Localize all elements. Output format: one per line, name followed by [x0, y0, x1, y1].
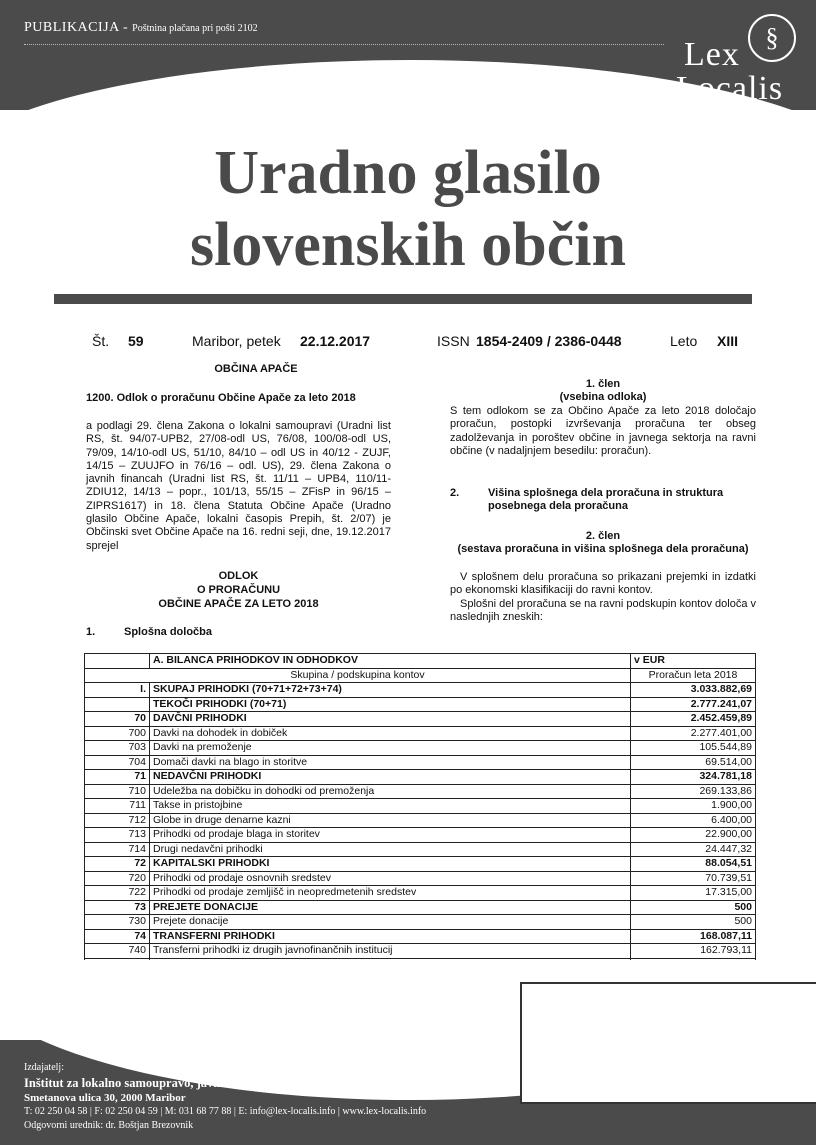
account-name-cell: TRANSFERNI PRIHODKI [150, 929, 631, 944]
account-code-cell: 70 [85, 712, 150, 727]
amount-cell: 3.033.882,69 [631, 683, 756, 698]
table-row [85, 741, 756, 756]
account-code-cell [85, 697, 150, 712]
decree-title-3: OBČINE APAČE ZA LETO 2018 [158, 598, 319, 610]
table-row [85, 857, 756, 872]
year-value: XIII [717, 333, 739, 349]
issn-label: ISSN [437, 333, 470, 349]
decree-title-2: O PRORAČUNU [196, 584, 281, 596]
table-row [85, 842, 756, 857]
amount-cell: 500 [631, 915, 756, 930]
publisher-address: Smetanova ulica 30, 2000 Maribor [24, 1092, 186, 1104]
budget-balance-table [84, 653, 756, 973]
account-name-cell: NEDAVČNI PRIHODKI [150, 770, 631, 785]
table-subheader-row [85, 668, 756, 683]
article2-subtitle: (sestava proračuna in višina splošnega dela proračuna) [457, 543, 749, 555]
account-code-cell: 720 [85, 871, 150, 886]
account-name-cell: SKUPAJ PRIHODKI (70+71+72+73+74) [150, 683, 631, 698]
table-subheader-group: Skupina / podskupina kontov [85, 668, 631, 683]
account-name-cell: Prihodki od prodaje osnovnih sredstev [150, 871, 631, 886]
title-line-1: Uradno glasilo [214, 139, 602, 207]
account-code-cell: 712 [85, 813, 150, 828]
table-row [85, 755, 756, 770]
publisher-label: Izdajatelj: [24, 1062, 64, 1073]
table-row [85, 784, 756, 799]
table-row [85, 929, 756, 944]
table-row [85, 871, 756, 886]
account-name-cell: PREJETE DONACIJE [150, 900, 631, 915]
amount-cell: 2.777.241,07 [631, 697, 756, 712]
table-header-empty [85, 654, 150, 669]
amount-cell: 69.514,00 [631, 755, 756, 770]
section1-title: Splošna določba [124, 626, 213, 638]
article1-text: S tem odlokom se za Občino Apače za leto 2018 določajo proračun, postopki izvrševanja proračuna ter obseg zadolževanja in poroštev občine in javnega sektorja na ravni občine (v nadaljnjem besedilu: proračun). [450, 405, 756, 457]
table-header-row [85, 654, 756, 669]
publisher-name: Inštitut za lokalno samoupravo, javne službe in javno-zasebno partnerstvo Maribor [24, 1076, 470, 1090]
table-header-unit: v EUR [631, 654, 756, 669]
account-name-cell: Globe in druge denarne kazni [150, 813, 631, 828]
account-name-cell: Prihodki od prodaje zemljišč in neopredmetenih sredstev [150, 886, 631, 901]
account-code-cell: 740 [85, 944, 150, 959]
amount-cell: 6.400,00 [631, 813, 756, 828]
account-code-cell: 74 [85, 929, 150, 944]
amount-cell: 2.277.401,00 [631, 726, 756, 741]
issue-place-date-label: Maribor, petek [192, 333, 281, 349]
account-code-cell: 710 [85, 784, 150, 799]
title-line-2: slovenskih občin [190, 211, 626, 279]
table-row [85, 900, 756, 915]
amount-cell: 500 [631, 900, 756, 915]
amount-cell: 17.315,00 [631, 886, 756, 901]
account-name-cell: Prejete donacije [150, 915, 631, 930]
table-row [85, 726, 756, 741]
issue-number: 59 [128, 333, 144, 349]
table-row [85, 697, 756, 712]
responsible-editor: Odgovorni urednik: dr. Boštjan Brezovnik [24, 1120, 194, 1131]
account-name-cell: TEKOČI PRIHODKI (70+71) [150, 697, 631, 712]
article2-text-2: Splošni del proračuna se na ravni podskupin kontov določa v naslednjih zneskih: [450, 598, 756, 624]
account-code-cell: 71 [85, 770, 150, 785]
logo-word-localis: Localis [676, 70, 784, 107]
account-code-cell: I. [85, 683, 150, 698]
postage-note: Poštnina plačana pri pošti 2102 [132, 23, 258, 34]
table-row [85, 886, 756, 901]
amount-cell: 70.739,51 [631, 871, 756, 886]
account-name-cell: Davki na premoženje [150, 741, 631, 756]
amount-cell: 1.900,00 [631, 799, 756, 814]
publisher-contacts: T: 02 250 04 58 | F: 02 250 04 59 | M: 031 68 77 88 | E: info@lex-localis.info | www.lex-localis.info [24, 1106, 427, 1117]
table-subheader-budget: Proračun leta 2018 [631, 668, 756, 683]
account-code-cell: 713 [85, 828, 150, 843]
table-row [85, 828, 756, 843]
publication-line: PUBLIKACIJA - Poštnina plačana pri pošti 2102 [24, 20, 258, 35]
act-heading: 1200. Odlok o proračunu Občine Apače za leto 2018 [86, 392, 356, 404]
account-code-cell: 72 [85, 857, 150, 872]
logo-word-lex: Lex [684, 36, 740, 73]
account-name-cell: Transferni prihodki iz drugih javnofinančnih institucij [150, 944, 631, 959]
postage-stamp-box [520, 982, 816, 1104]
account-code-cell: 711 [85, 799, 150, 814]
account-code-cell: 73 [85, 900, 150, 915]
section2-title: Višina splošnega dela proračuna in struktura posebnega dela proračuna [488, 487, 724, 513]
amount-cell: 162.793,11 [631, 944, 756, 959]
decree-title-1: ODLOK [218, 570, 259, 582]
account-code-cell: 703 [85, 741, 150, 756]
table-row [85, 770, 756, 785]
table-row [85, 683, 756, 698]
year-label: Leto [670, 333, 698, 349]
account-name-cell: Drugi nedavčni prihodki [150, 842, 631, 857]
article2-title: 2. člen [585, 530, 621, 542]
account-name-cell: Domači davki na blago in storitve [150, 755, 631, 770]
account-code-cell: 722 [85, 886, 150, 901]
account-code-cell: 700 [85, 726, 150, 741]
account-name-cell: KAPITALSKI PRIHODKI [150, 857, 631, 872]
table-row [85, 799, 756, 814]
municipality-heading: OBČINA APAČE [214, 363, 298, 375]
amount-cell: 269.133,86 [631, 784, 756, 799]
issue-number-label: Št. [92, 333, 110, 349]
section1-number: 1. [86, 626, 96, 638]
amount-cell: 2.452.459,89 [631, 712, 756, 727]
publication-label: PUBLIKACIJA [24, 20, 119, 35]
article1-title: 1. člen [585, 378, 621, 390]
amount-cell: 105.544,89 [631, 741, 756, 756]
paragraph-icon: § [748, 14, 796, 62]
article2-text-1: V splošnem delu proračuna so prikazani prejemki in izdatki po ekonomski klasifikaciji do ravni kontov. [450, 571, 756, 597]
account-code-cell: 714 [85, 842, 150, 857]
amount-cell: 168.087,11 [631, 929, 756, 944]
table-row [85, 944, 756, 959]
preamble-text: a podlagi 29. člena Zakona o lokalni samoupravi (Uradni list RS, št. 94/07-UPB2, 27/08-odl US, 76/08, 100/08-odl US, 79/09, 14/10-odl US, 51/10, 84/10 – odl US in 40/12 - ZUJF, 14/15 – ZUUJFO in 76/16 – odl. US), 29. člena Zakona o javnih financah (Uradni list RS, št. 11/11 – UPB4, 110/11-ZDIU12, 14/13 – popr., 101/13, 55/15 – ZFisP in 96/15 – ZIPRS1617) in 18. člena Statuta Občine Apače (Uradno glasilo Občine Apače, lokalni časopis Prepih, št. 2/07) je Občinski svet Občine Apače na 16. redni seji, dne, 19.12.2017 sprejel [86, 420, 391, 552]
lex-localis-logo [674, 12, 804, 107]
amount-cell: 88.054,51 [631, 857, 756, 872]
account-code-cell: 730 [85, 915, 150, 930]
issn-value: 1854-2409 / 2386-0448 [476, 333, 622, 349]
account-name-cell: DAVČNI PRIHODKI [150, 712, 631, 727]
amount-cell: 324.781,18 [631, 770, 756, 785]
account-code-cell: 704 [85, 755, 150, 770]
amount-cell: 22.900,00 [631, 828, 756, 843]
title-rule [54, 294, 752, 304]
dotted-divider [24, 44, 664, 45]
account-name-cell: Udeležba na dobičku in dohodki od premoženja [150, 784, 631, 799]
issue-date: 22.12.2017 [300, 333, 371, 349]
table-header-title: A. BILANCA PRIHODKOV IN ODHODKOV [150, 654, 631, 669]
article1-subtitle: (vsebina odloka) [559, 391, 647, 403]
amount-cell: 24.447,32 [631, 842, 756, 857]
section2-number: 2. [450, 487, 460, 499]
table-row [85, 712, 756, 727]
table-row [85, 915, 756, 930]
account-name-cell: Prihodki od prodaje blaga in storitev [150, 828, 631, 843]
account-name-cell: Davki na dohodek in dobiček [150, 726, 631, 741]
account-name-cell: Takse in pristojbine [150, 799, 631, 814]
table-row [85, 813, 756, 828]
